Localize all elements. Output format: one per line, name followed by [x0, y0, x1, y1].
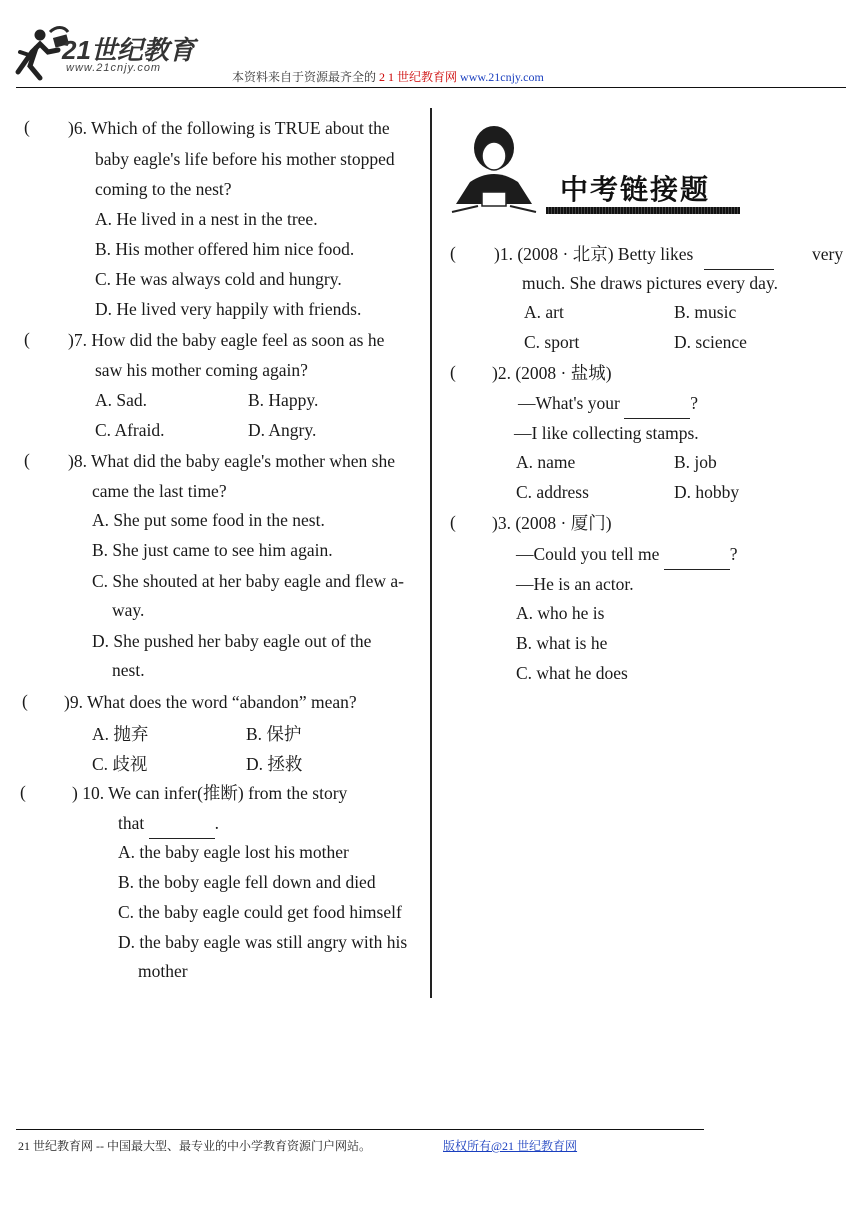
footer-rule — [16, 1129, 704, 1130]
right-question-3-option-b: B. what is he — [516, 633, 608, 653]
answer-paren-q8[interactable]: ( — [24, 450, 30, 470]
answer-blank-q10[interactable] — [149, 808, 215, 839]
right-question-3-option-a: A. who he is — [516, 603, 605, 623]
header-site-link[interactable]: 2 1 世纪教育网 — [379, 70, 458, 84]
answer-paren-q7[interactable]: ( — [24, 329, 30, 349]
right-question-1-line-1 — [494, 239, 774, 270]
question-7-option-a: A. Sad. — [95, 390, 148, 410]
question-8-option-d: D. She pushed her baby eagle out of the — [92, 631, 372, 651]
answer-blank-r1[interactable] — [704, 239, 774, 270]
logo-text: 21世纪教育 — [62, 35, 195, 65]
question-8-option-c-cont: way. — [112, 600, 145, 620]
answer-paren-q6[interactable]: ( — [24, 117, 30, 137]
question-7-option-c: C. Afraid. — [95, 420, 165, 440]
question-8-option-d-cont: nest. — [112, 660, 145, 680]
right-question-2-qmark: ? — [690, 393, 698, 413]
header-note — [232, 68, 544, 85]
question-9-option-d: D. 拯救 — [246, 754, 303, 774]
footer-description: 21 世纪教育网 -- 中国最大型、最专业的中小学教育资源门户网站。 — [18, 1139, 371, 1153]
section-title-underline — [546, 207, 740, 214]
column-divider — [430, 108, 432, 998]
question-9-option-b: B. 保护 — [246, 724, 302, 744]
right-question-1-line-2: much. She draws pictures every day. — [522, 273, 778, 293]
logo-url: www.21cnjy.com — [66, 62, 162, 74]
header-url-link[interactable]: www.21cnjy.com — [460, 70, 544, 84]
question-8-option-a: A. She put some food in the nest. — [92, 510, 325, 530]
question-10-option-a: A. the baby eagle lost his mother — [118, 842, 349, 862]
question-10-option-d-cont: mother — [138, 961, 188, 981]
answer-paren-q10[interactable]: ( — [20, 782, 26, 802]
right-question-1-option-b: B. music — [674, 302, 737, 322]
answer-paren-r2[interactable]: ( — [450, 362, 456, 382]
question-6-line-3: coming to the nest? — [95, 179, 232, 199]
question-6-option-d: D. He lived very happily with friends. — [95, 299, 362, 319]
question-10-option-b: B. the boby eagle fell down and died — [118, 872, 376, 892]
right-question-1-option-d: D. science — [674, 332, 747, 352]
question-6-option-c: C. He was always cold and hungry. — [95, 269, 342, 289]
question-8-option-b: B. She just came to see him again. — [92, 540, 333, 560]
question-10-period: . — [214, 813, 219, 833]
answer-paren-r1[interactable]: ( — [450, 243, 456, 263]
question-8-line-2: came the last time? — [92, 481, 227, 501]
right-question-3-line-3: —He is an actor. — [516, 574, 634, 594]
answer-blank-r2[interactable] — [624, 388, 690, 419]
question-7-line-2: saw his mother coming again? — [95, 360, 308, 380]
right-question-3-qmark: ? — [729, 544, 738, 564]
answer-paren-q9[interactable]: ( — [22, 691, 28, 711]
answer-blank-r3[interactable] — [664, 539, 730, 570]
right-question-3-line-2 — [516, 539, 738, 570]
right-question-1-very: very — [812, 244, 844, 264]
header-rule — [16, 87, 846, 88]
right-question-2-option-c: C. address — [516, 482, 589, 502]
header-note-prefix: 本资料来自于资源最齐全的 — [232, 70, 377, 84]
question-6-line-2: baby eagle's life before his mother stopped — [95, 149, 395, 169]
right-question-2-text: —What's your — [518, 393, 620, 413]
right-question-2-option-d: D. hobby — [674, 482, 740, 502]
question-10-option-d: D. the baby eagle was still angry with his — [118, 932, 408, 952]
right-question-3-text: —Could you tell me — [516, 544, 660, 564]
right-question-1-option-c: C. sport — [524, 332, 580, 352]
question-9-option-c: C. 歧视 — [92, 754, 148, 774]
question-8-option-c: C. She shouted at her baby eagle and flew a- — [92, 571, 404, 591]
question-10-line-1: ) 10. We can infer(推断) from the story — [72, 783, 348, 803]
question-10-line-2-text: that — [118, 813, 145, 833]
question-9-line-1: )9. What does the word “abandon” mean? — [64, 692, 357, 712]
right-question-1-text: )1. (2008 · 北京) Betty likes — [494, 244, 694, 264]
question-10-line-2 — [118, 808, 219, 839]
question-7-line-1: )7. How did the baby eagle feel as soon as he — [68, 330, 385, 350]
right-question-2-line-3: —I like collecting stamps. — [514, 423, 699, 443]
question-6-option-a: A. He lived in a nest in the tree. — [95, 209, 318, 229]
question-6-line-1: )6. Which of the following is TRUE about the — [68, 118, 390, 138]
footer-copyright-link[interactable]: 版权所有@21 世纪教育网 — [443, 1139, 578, 1153]
right-question-2-line-1: )2. (2008 · 盐城) — [492, 363, 612, 383]
question-8-line-1: )8. What did the baby eagle's mother when she — [68, 451, 395, 471]
answer-paren-r3[interactable]: ( — [450, 512, 456, 532]
right-question-2-option-b: B. job — [674, 452, 717, 472]
right-question-2-line-2 — [518, 388, 698, 419]
right-question-1-option-a: A. art — [524, 302, 564, 322]
question-10-option-c: C. the baby eagle could get food himself — [118, 902, 402, 922]
section-title: 中考链接题 — [560, 173, 711, 206]
question-9-option-a: A. 抛弃 — [92, 724, 149, 744]
right-question-3-option-c: C. what he does — [516, 663, 628, 683]
right-question-2-option-a: A. name — [516, 452, 576, 472]
question-6-option-b: B. His mother offered him nice food. — [95, 239, 355, 259]
student-illustration — [448, 122, 540, 222]
right-question-3-line-1: )3. (2008 · 厦门) — [492, 513, 612, 533]
question-7-option-d: D. Angry. — [248, 420, 317, 440]
question-7-option-b: B. Happy. — [248, 390, 319, 410]
